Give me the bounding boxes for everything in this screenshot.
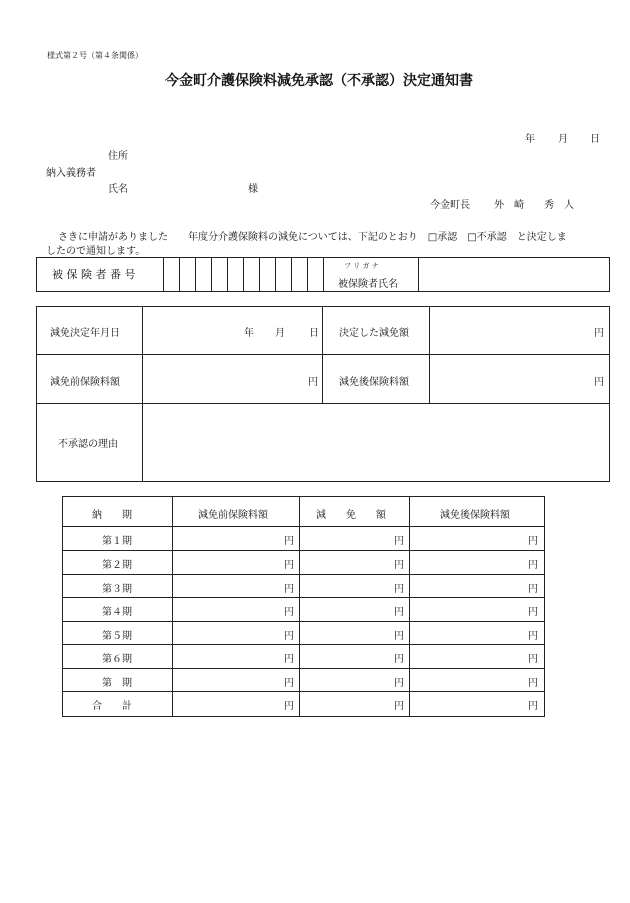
taxpayer-label: 納入義務者 (46, 168, 96, 179)
row-label: 第６期 (102, 654, 132, 665)
sender-title: 今金町長 (430, 200, 470, 211)
row-after-yen: 円 (528, 678, 538, 689)
row-after-yen: 円 (528, 607, 538, 618)
row-reduction-yen: 円 (394, 607, 404, 618)
row-after-yen: 円 (528, 536, 538, 547)
row-reduction-yen: 円 (394, 678, 404, 689)
sender-name: 外 崎 秀 人 (494, 200, 574, 211)
total-label: 合 計 (92, 701, 132, 712)
form-number: 様式第２号（第４条関係） (47, 51, 143, 60)
decided-amount-label: 決定した減免額 (339, 328, 409, 339)
row-after-yen: 円 (528, 584, 538, 595)
row-after-yen: 円 (528, 560, 538, 571)
before-amount-yen: 円 (308, 377, 318, 388)
row-after-yen: 円 (528, 631, 538, 642)
decision-date-label: 減免決定年月日 (50, 328, 120, 339)
notice-text-line1: さきに申請がありました 年度分介護保険料の減免については、下記のとおり □承認 □不承認 と決定しま (58, 232, 567, 243)
after-amount-label: 減免後保険料額 (339, 377, 409, 388)
row-label: 第３期 (102, 584, 132, 595)
decision-date-year: 年 (244, 328, 254, 339)
row-reduction-yen: 円 (394, 560, 404, 571)
total-before-yen: 円 (284, 701, 294, 712)
name-label: 氏名 (108, 184, 128, 195)
after-amount-yen: 円 (594, 377, 604, 388)
header-reduction: 減 免 額 (316, 510, 386, 521)
address-label: 住所 (108, 151, 128, 162)
row-before-yen: 円 (284, 654, 294, 665)
date-month: 月 (558, 134, 568, 145)
row-after-yen: 円 (528, 654, 538, 665)
row-label: 第２期 (102, 560, 132, 571)
total-reduction-yen: 円 (394, 701, 404, 712)
row-before-yen: 円 (284, 631, 294, 642)
decision-block (36, 306, 610, 482)
decided-amount-yen: 円 (594, 328, 604, 339)
notice-text-line2: したので通知します。 (46, 246, 146, 257)
row-before-yen: 円 (284, 536, 294, 547)
before-amount-label: 減免前保険料額 (50, 377, 120, 388)
periods-table (62, 496, 545, 717)
furigana-label: フ リ ガ ナ (344, 262, 379, 270)
document-title: 今金町介護保険料減免承認（不承認）決定通知書 (165, 73, 473, 89)
row-before-yen: 円 (284, 560, 294, 571)
decision-date-day: 日 (309, 328, 319, 339)
row-label: 第 期 (102, 678, 132, 689)
header-before: 減免前保険料額 (198, 510, 268, 521)
row-reduction-yen: 円 (394, 584, 404, 595)
insured-name-label: 被保険者氏名 (338, 279, 398, 290)
date-year: 年 (525, 134, 535, 145)
rejection-reason-label: 不承認の理由 (58, 439, 118, 450)
row-reduction-yen: 円 (394, 536, 404, 547)
header-after: 減免後保険料額 (440, 510, 510, 521)
total-after-yen: 円 (528, 701, 538, 712)
insured-number-label: 被 保 険 者 番 号 (52, 268, 136, 281)
honorific: 様 (248, 184, 258, 195)
decision-date-month: 月 (275, 328, 285, 339)
row-before-yen: 円 (284, 584, 294, 595)
row-before-yen: 円 (284, 607, 294, 618)
row-label: 第４期 (102, 607, 132, 618)
row-reduction-yen: 円 (394, 631, 404, 642)
row-label: 第５期 (102, 631, 132, 642)
row-label: 第１期 (102, 536, 132, 547)
date-day: 日 (590, 134, 600, 145)
row-before-yen: 円 (284, 678, 294, 689)
row-reduction-yen: 円 (394, 654, 404, 665)
header-period: 納 期 (92, 510, 132, 521)
